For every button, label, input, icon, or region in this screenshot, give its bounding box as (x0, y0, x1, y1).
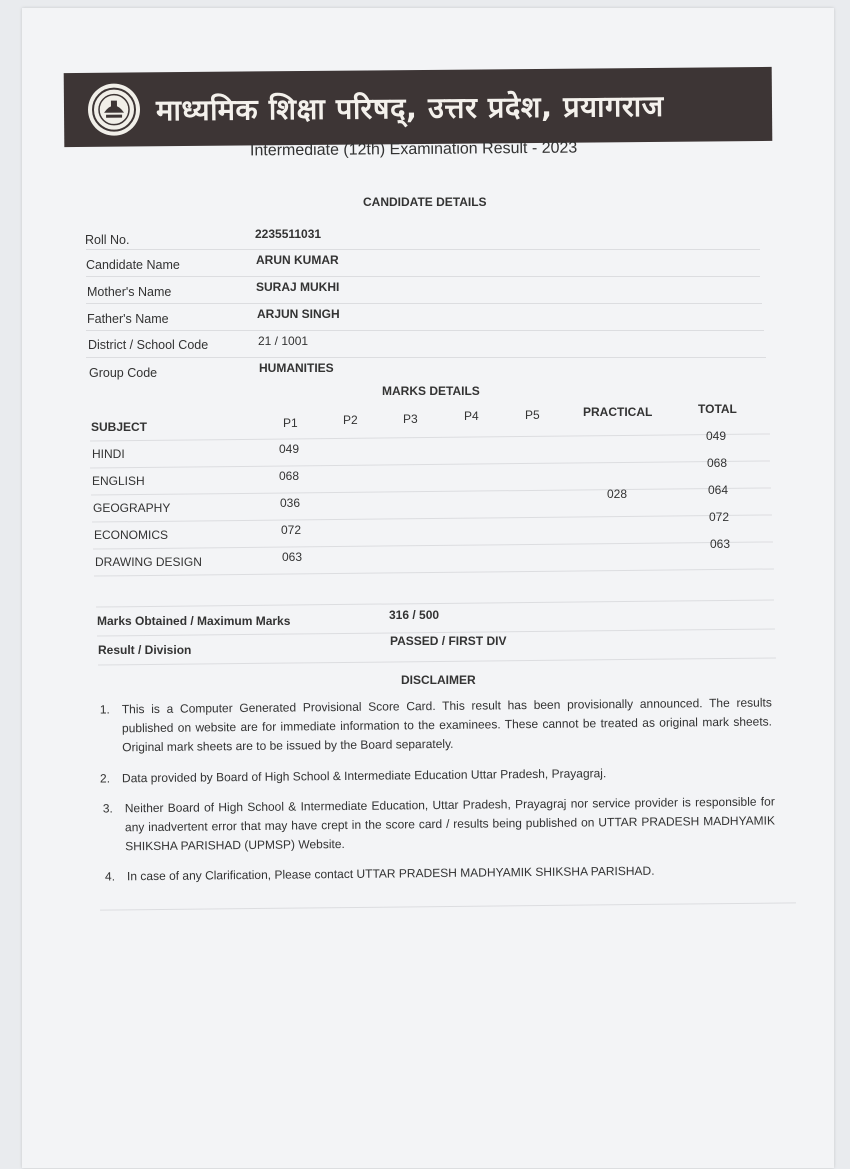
hindi-p1: 049 (279, 442, 300, 456)
fathers-name-label: Father's Name (87, 312, 169, 326)
marks-obtained-label: Marks Obtained / Maximum Marks (97, 614, 291, 628)
candidate-details-heading: CANDIDATE DETAILS (363, 195, 487, 209)
col-p5: P5 (525, 408, 540, 422)
subject-hindi: HINDI (92, 447, 125, 461)
group-code-value: HUMANITIES (259, 361, 334, 375)
disclaimer-text: Data provided by Board of High School & Intermediate Education Uttar Pradesh, Prayagraj. (121, 766, 607, 786)
geography-practical: 028 (607, 487, 628, 501)
english-p1: 068 (279, 469, 300, 483)
subject-geography: GEOGRAPHY (93, 501, 171, 515)
col-p4: P4 (464, 409, 479, 423)
divider (86, 276, 760, 277)
hindi-total: 049 (706, 429, 727, 443)
mothers-name-value: SURAJ MUKHI (256, 280, 340, 294)
score-card-sheet (22, 8, 834, 1168)
divider (86, 357, 766, 358)
disclaimer-text: Neither Board of High School & Intermediate Education, Uttar Pradesh, Prayagraj nor service provider is responsible for any inadvertent error that may have crept in the score card / results being published on UTTAR PRADESH MADHYAMIK SHIKSHA PARISHAD (UPMSP) Website. (124, 794, 776, 854)
district-school-code-value: 21 / 1001 (258, 334, 309, 348)
board-name-hindi: माध्यमिक शिक्षा परिषद्, उत्तर प्रदेश, प्रयागराज (155, 88, 664, 127)
col-p1: P1 (283, 416, 298, 430)
divider (86, 303, 762, 304)
disclaimer-number: 3. (102, 801, 113, 816)
disclaimer-heading: DISCLAIMER (401, 673, 476, 687)
english-total: 068 (707, 456, 728, 470)
disclaimer-text: In case of any Clarification, Please contact UTTAR PRADESH MADHYAMIK SHIKSHA PARISHAD. (126, 863, 655, 884)
candidate-name-label: Candidate Name (86, 258, 180, 272)
exam-title: Intermediate (12th) Examination Result - 2023 (249, 139, 578, 160)
geography-total: 064 (708, 483, 729, 497)
disclaimer-item-1 (100, 693, 773, 757)
marks-obtained-value: 316 / 500 (389, 608, 440, 622)
fathers-name-value: ARJUN SINGH (257, 307, 340, 321)
disclaimer-number: 1. (99, 702, 110, 717)
geography-p1: 036 (280, 496, 301, 510)
col-total: TOTAL (698, 402, 737, 416)
roll-no-label: Roll No. (85, 233, 130, 247)
result-division-label: Result / Division (98, 643, 192, 657)
disclaimer-number: 2. (99, 771, 111, 786)
result-division-value: PASSED / FIRST DIV (390, 634, 507, 648)
marks-details-heading: MARKS DETAILS (382, 384, 480, 398)
disclaimer-text: This is a Computer Generated Provisional Score Card. This result has been provisionally announced. The results published on website are for immediate information to the examinees. These cannot be treated as original mark sheets. Original mark sheets are to be issued by the Board separately. (121, 695, 773, 755)
col-practical: PRACTICAL (583, 405, 653, 419)
subject-drawing-design: DRAWING DESIGN (95, 555, 202, 569)
subject-economics: ECONOMICS (94, 528, 169, 542)
drawing-design-p1: 063 (282, 550, 303, 564)
divider (86, 249, 760, 250)
disclaimer-item-3 (103, 792, 776, 856)
economics-total: 072 (709, 510, 730, 524)
candidate-name-value: ARUN KUMAR (256, 253, 339, 267)
group-code-label: Group Code (89, 366, 158, 380)
mothers-name-label: Mother's Name (87, 285, 172, 299)
drawing-design-total: 063 (710, 537, 731, 551)
district-school-code-label: District / School Code (88, 338, 209, 352)
header-banner (64, 67, 773, 147)
roll-no-value: 2235511031 (255, 227, 322, 241)
col-p2: P2 (343, 413, 358, 427)
col-subject: SUBJECT (91, 420, 148, 434)
emblem-icon (91, 86, 137, 132)
economics-p1: 072 (281, 523, 302, 537)
col-p3: P3 (403, 412, 418, 426)
subject-english: ENGLISH (92, 474, 145, 488)
board-seal-logo (88, 83, 140, 135)
disclaimer-number: 4. (104, 869, 116, 884)
divider (86, 330, 764, 331)
